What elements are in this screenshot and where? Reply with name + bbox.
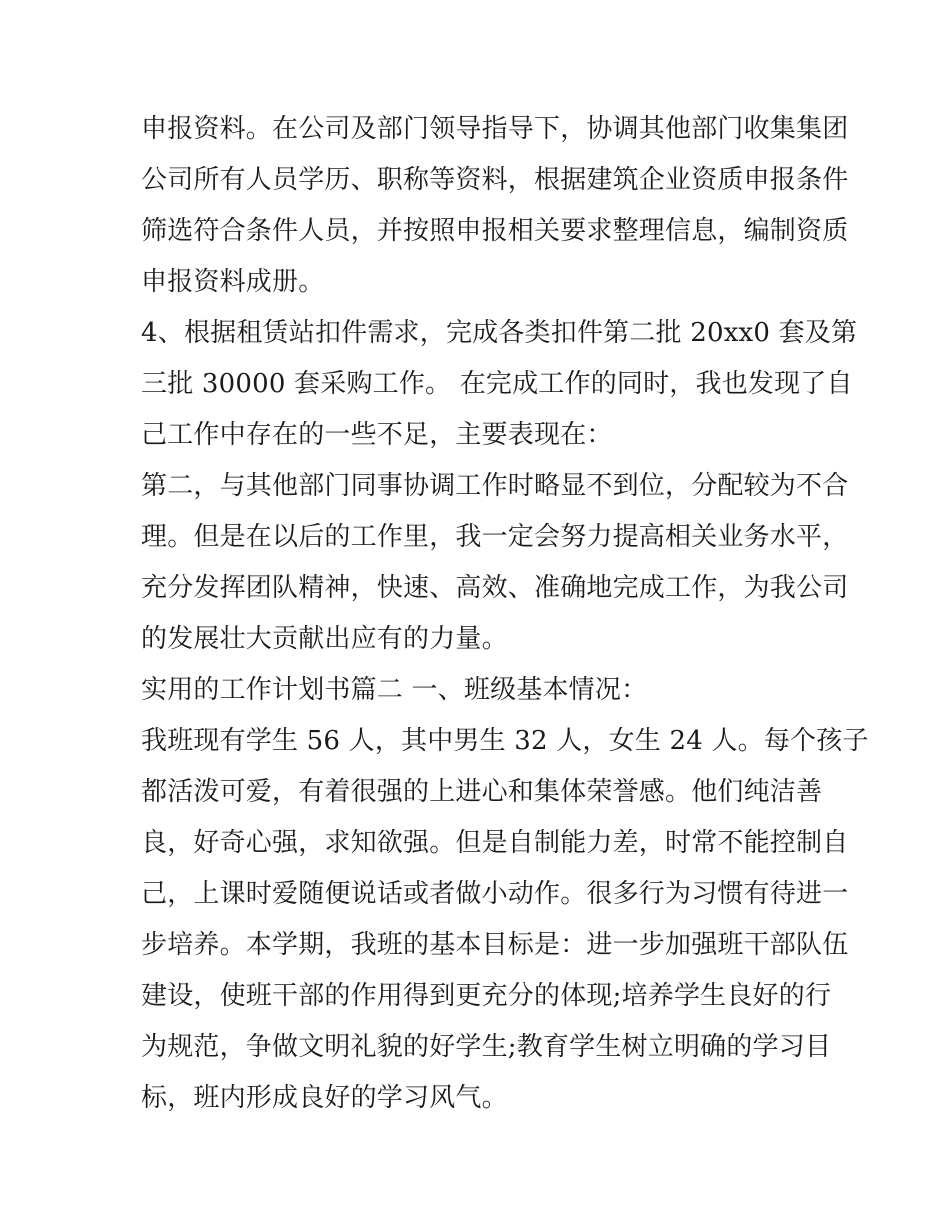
section-heading: 实用的工作计划书篇二 一、班级基本情况： [141,675,648,705]
text-line: 建设，使班干部的作用得到更充分的体现;培养学生良好的行 [141,981,832,1011]
text-line: 充分发挥团队精神，快速、高效、准确地完成工作，为我公司 [141,573,849,603]
text-line: 己工作中存在的一些不足，主要表现在： [141,420,613,450]
text-line: 为规范，争做文明礼貌的好学生;教育学生树立明确的学习目 [141,1032,832,1062]
text-line: 步培养。本学期，我班的基本目标是：进一步加强班干部队伍 [141,930,849,960]
text-line: 标，班内形成良好的学习风气。 [141,1083,508,1113]
text-line: 我班现有学生 56 人，其中男生 32 人，女生 24 人。每个孩子 [141,726,869,756]
text-line: 4、根据租赁站扣件需求，完成各类扣件第二批 20xx0 套及第 [141,318,858,348]
text-line: 筛选符合条件人员，并按照申报相关要求整理信息，编制资质 [141,216,849,246]
text-line: 申报资料。在公司及部门领导指导下，协调其他部门收集集团 [141,114,849,144]
text-line: 的发展壮大贡献出应有的力量。 [141,624,508,654]
text-line: 三批 30000 套采购工作。 在完成工作的同时，我也发现了自 [141,369,853,399]
text-line: 申报资料成册。 [141,267,325,297]
text-line: 己，上课时爱随便说话或者做小动作。很多行为习惯有待进一 [141,879,849,909]
text-line: 第二，与其他部门同事协调工作时略显不到位，分配较为不合 [141,471,849,501]
text-line: 都活泼可爱，有着很强的上进心和集体荣誉感。他们纯洁善 [141,777,823,807]
text-line: 理。但是在以后的工作里，我一定会努力提高相关业务水平， [141,522,849,552]
text-line: 公司所有人员学历、职称等资料，根据建筑企业资质申报条件 [141,165,849,195]
text-line: 良，好奇心强，求知欲强。但是自制能力差，时常不能控制自 [141,828,849,858]
document-body [141,104,869,1124]
